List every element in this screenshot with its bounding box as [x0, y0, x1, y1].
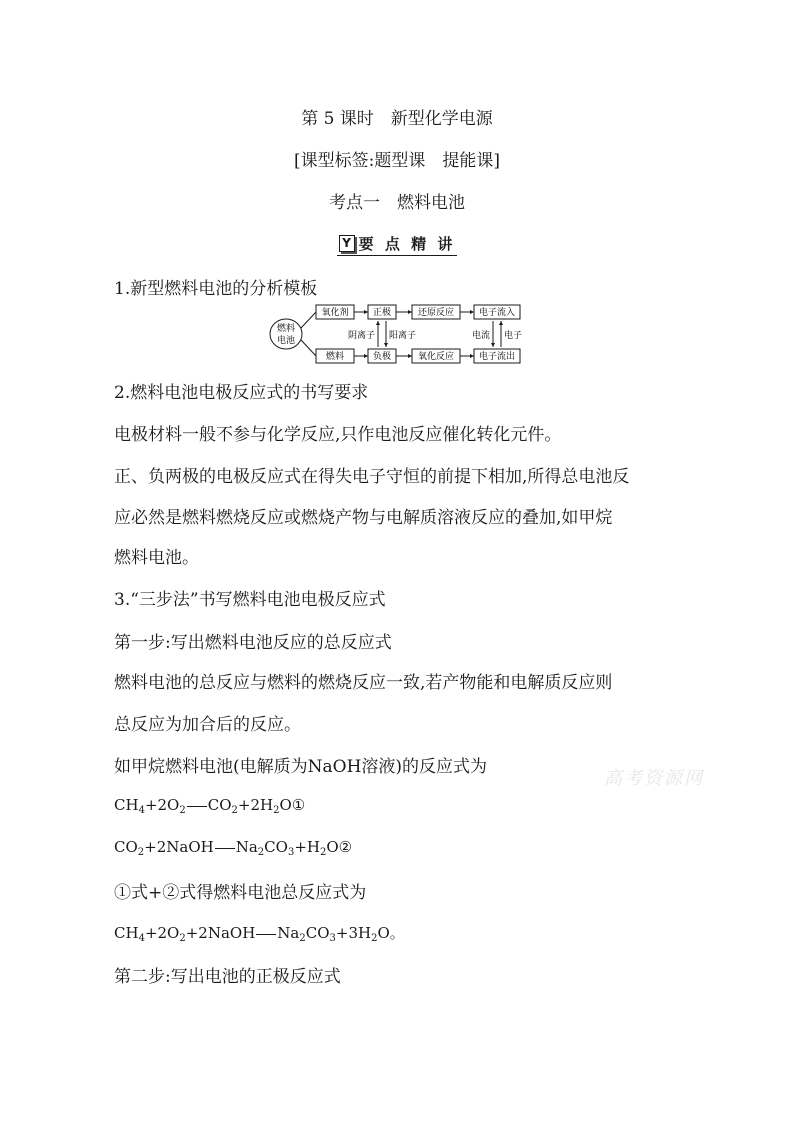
bottom-label-negative: 负极 — [372, 352, 392, 362]
equation-arrow — [215, 848, 235, 849]
point-2-heading: 2.燃料电池电极反应式的书写要求 — [114, 383, 369, 403]
equation-3-right: $Na_2CO_3+3H_2O$。 — [277, 924, 405, 944]
current-arrowhead — [491, 343, 495, 347]
equation-3 — [114, 922, 405, 944]
point-1-heading: 1.新型燃料电池的分析模板 — [114, 279, 318, 299]
arrowhead-top-3 — [470, 310, 474, 314]
mid-label-current: 电流 — [471, 331, 490, 341]
arrowhead-bottom-1 — [364, 354, 368, 358]
equation-2-left: $CO_2+2NaOH$ — [114, 838, 214, 858]
equation-arrow — [256, 934, 276, 935]
arrowhead-bottom-2 — [408, 354, 412, 358]
step-1-heading: 第一步:写出燃料电池反应的总反应式 — [114, 633, 392, 653]
bottom-label-fuel: 燃料 — [325, 352, 345, 362]
top-label-oxidant: 氧化剂 — [321, 308, 349, 318]
mid-label-electron: 电子 — [504, 331, 523, 341]
lesson-title: 第 5 课时 新型化学电源 — [301, 109, 493, 129]
watermark: 高考资源网 — [604, 768, 704, 789]
arrowhead-top-2 — [408, 310, 412, 314]
equation-1-right: $CO_2+2H_2O①$ — [207, 796, 306, 816]
equation-arrow — [187, 806, 207, 807]
paragraph-line: 燃料电池的总反应与燃料的燃烧反应一致,若产物能和电解质反应则 — [114, 673, 613, 693]
paragraph-line: 燃料电池。 — [114, 548, 199, 568]
electron-arrowhead — [499, 321, 503, 325]
paragraph-line: 电极材料一般不参与化学反应,只作电池反应催化转化元件。 — [114, 425, 562, 445]
arrowhead-bottom-3 — [470, 354, 474, 358]
anion-arrowhead — [376, 321, 380, 325]
equation-2-right: $Na_2CO_3+H_2O②$ — [235, 838, 353, 858]
connector-bottom — [301, 340, 316, 356]
section-heading: 考点一 燃料电池 — [329, 193, 465, 213]
paragraph-line: 应必然是燃料燃烧反应或燃烧产物与电解质溶液反应的叠加,如甲烷 — [114, 508, 613, 528]
paragraph-line: 总反应为加合后的反应。 — [114, 715, 301, 735]
top-label-positive: 正极 — [372, 308, 392, 318]
equation-1-left: $CH_4+2O_2$ — [114, 796, 186, 816]
paragraph-line: ①式+②式得燃料电池总反应式为 — [114, 883, 367, 903]
y-badge-icon: Y — [339, 235, 355, 252]
center-label-1: 燃料 — [276, 324, 296, 334]
step-2-heading: 第二步:写出电池的正极反应式 — [114, 967, 341, 987]
bottom-label-electron-out: 电子流出 — [478, 352, 516, 362]
top-label-electron-in: 电子流入 — [478, 308, 516, 318]
key-points-banner — [0, 232, 794, 256]
cation-arrowhead — [384, 343, 388, 347]
arrowhead-top-1 — [364, 310, 368, 314]
equation-1 — [114, 796, 305, 816]
paragraph-line: 正、负两极的电极反应式在得失电子守恒的前提下相加,所得总电池反 — [114, 467, 630, 487]
bottom-label-oxidation: 氧化反应 — [417, 352, 455, 362]
lesson-tags: [课型标签:题型课 提能课] — [294, 151, 500, 171]
equation-3-left: $CH_4+2O_2+2NaOH$ — [114, 924, 256, 944]
paragraph-line: 如甲烷燃料电池(电解质为NaOH溶液)的反应式为 — [114, 757, 488, 777]
top-label-reduction: 还原反应 — [417, 308, 455, 318]
center-label-2: 电池 — [276, 336, 296, 346]
equation-2 — [114, 838, 352, 858]
mid-label-anion: 阴离子 — [347, 331, 375, 341]
fuel-cell-analysis-diagram — [268, 300, 528, 368]
mid-label-cation: 阳离子 — [389, 331, 417, 341]
point-3-heading: 3.“三步法”书写燃料电池电极反应式 — [114, 590, 386, 610]
banner-label: 要 点 精 讲 — [358, 235, 456, 253]
connector-top — [301, 312, 316, 328]
